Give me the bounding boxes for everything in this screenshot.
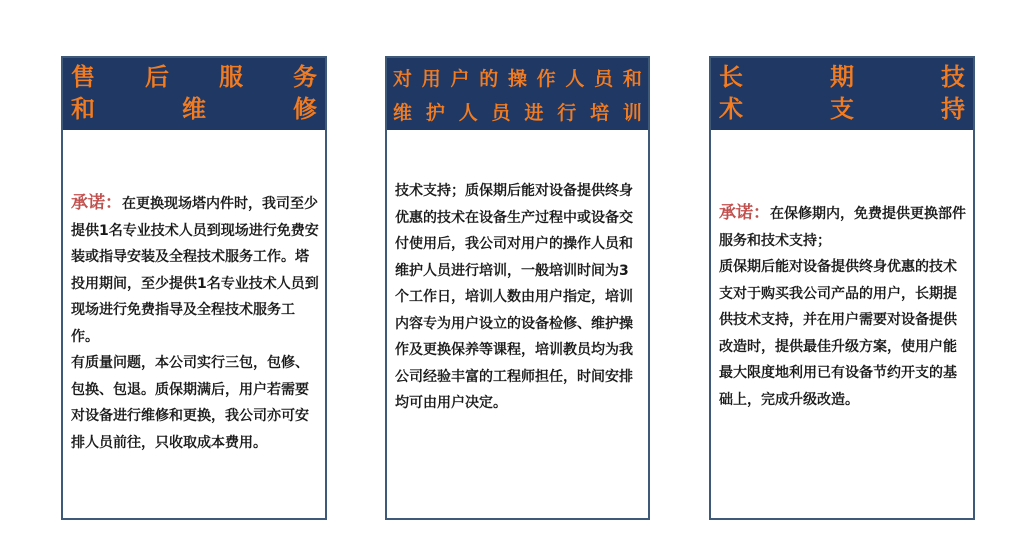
- header-line-2: [393, 98, 642, 128]
- paragraph-text: 在保修期内，免费提供更换部件服务和技术支持；: [719, 206, 966, 249]
- header-char: 技: [941, 63, 965, 91]
- card-long-term-support: [709, 56, 975, 520]
- header-char: 务: [293, 63, 317, 91]
- header-line-1: [719, 62, 965, 92]
- header-char: 持: [941, 95, 965, 123]
- header-line-1: [393, 64, 642, 94]
- card-header: [387, 58, 648, 130]
- header-char: 操: [507, 68, 527, 90]
- header-char: 作: [536, 68, 556, 90]
- header-char: 用: [421, 68, 441, 90]
- paragraph-text: 在更换现场塔内件时，我司至少提供1名专业技术人员到现场进行免费安装或指导安装及全程技术服务工作。塔投用期间，至少提供1名专业技术人员到现场进行免费指导及全程技术服务工作。: [71, 196, 319, 345]
- promise-label: 承诺：: [719, 203, 770, 223]
- header-line-1: [71, 62, 317, 92]
- header-char: 人: [458, 102, 478, 124]
- header-char: 长: [719, 63, 743, 91]
- header-char: 户: [450, 68, 470, 90]
- card-header: [711, 58, 973, 130]
- paragraph-1: [71, 190, 319, 350]
- card-header: [63, 58, 325, 130]
- header-char: 术: [719, 95, 743, 123]
- header-char: 护: [425, 102, 445, 124]
- header-line-2: [719, 94, 965, 124]
- header-char: 的: [479, 68, 499, 90]
- header-char: 和: [622, 68, 642, 90]
- header-char: 售: [71, 63, 95, 91]
- card-body: [395, 178, 642, 417]
- card-body: [719, 200, 967, 413]
- header-char: 对: [393, 68, 413, 90]
- paragraph-2: 有质量问题，本公司实行三包，包修、包换、包退。质保期满后，用户若需要对设备进行维修和更换，我公司亦可安排人员前往，只收取成本费用。: [71, 355, 309, 451]
- promise-label: 承诺：: [71, 193, 122, 213]
- paragraph-2: 质保期后能对设备提供终身优惠的技术支对于购买我公司产品的用户，长期提供技术支持，并在用户需要对设备提供改造时，提供最佳升级方案，使用户能最大限度地利用已有设备节约开支的基础上，完成升级改造。: [719, 259, 957, 408]
- header-char: 和: [71, 95, 95, 123]
- header-char: 修: [293, 95, 317, 123]
- card-after-sales: [61, 56, 327, 520]
- header-line-2: [71, 94, 317, 124]
- card-body: [71, 190, 319, 456]
- header-char: 行: [557, 102, 577, 124]
- header-char: 支: [830, 95, 854, 123]
- header-char: 维: [182, 95, 206, 123]
- header-char: 维: [393, 102, 413, 124]
- header-char: 员: [491, 102, 511, 124]
- header-char: 服: [219, 63, 243, 91]
- header-char: 进: [524, 102, 544, 124]
- header-char: 员: [594, 68, 614, 90]
- card-training: [385, 56, 650, 520]
- paragraph-1: 技术支持；质保期后能对设备提供终身优惠的技术在设备生产过程中或设备交付使用后，我公司对用户的操作人员和维护人员进行培训，一般培训时间为3个工作日，培训人数由用户指定，培训内容专为用户设立的设备检修、维护操作及更换保养等课程，培训教员均为我公司经验丰富的工程师担任，时间安排均可由用户决定。: [395, 183, 633, 411]
- header-char: 期: [830, 63, 854, 91]
- header-char: 训: [622, 102, 642, 124]
- header-char: 后: [145, 63, 169, 91]
- paragraph-1: [719, 200, 967, 254]
- header-char: 人: [565, 68, 585, 90]
- header-char: 培: [590, 102, 610, 124]
